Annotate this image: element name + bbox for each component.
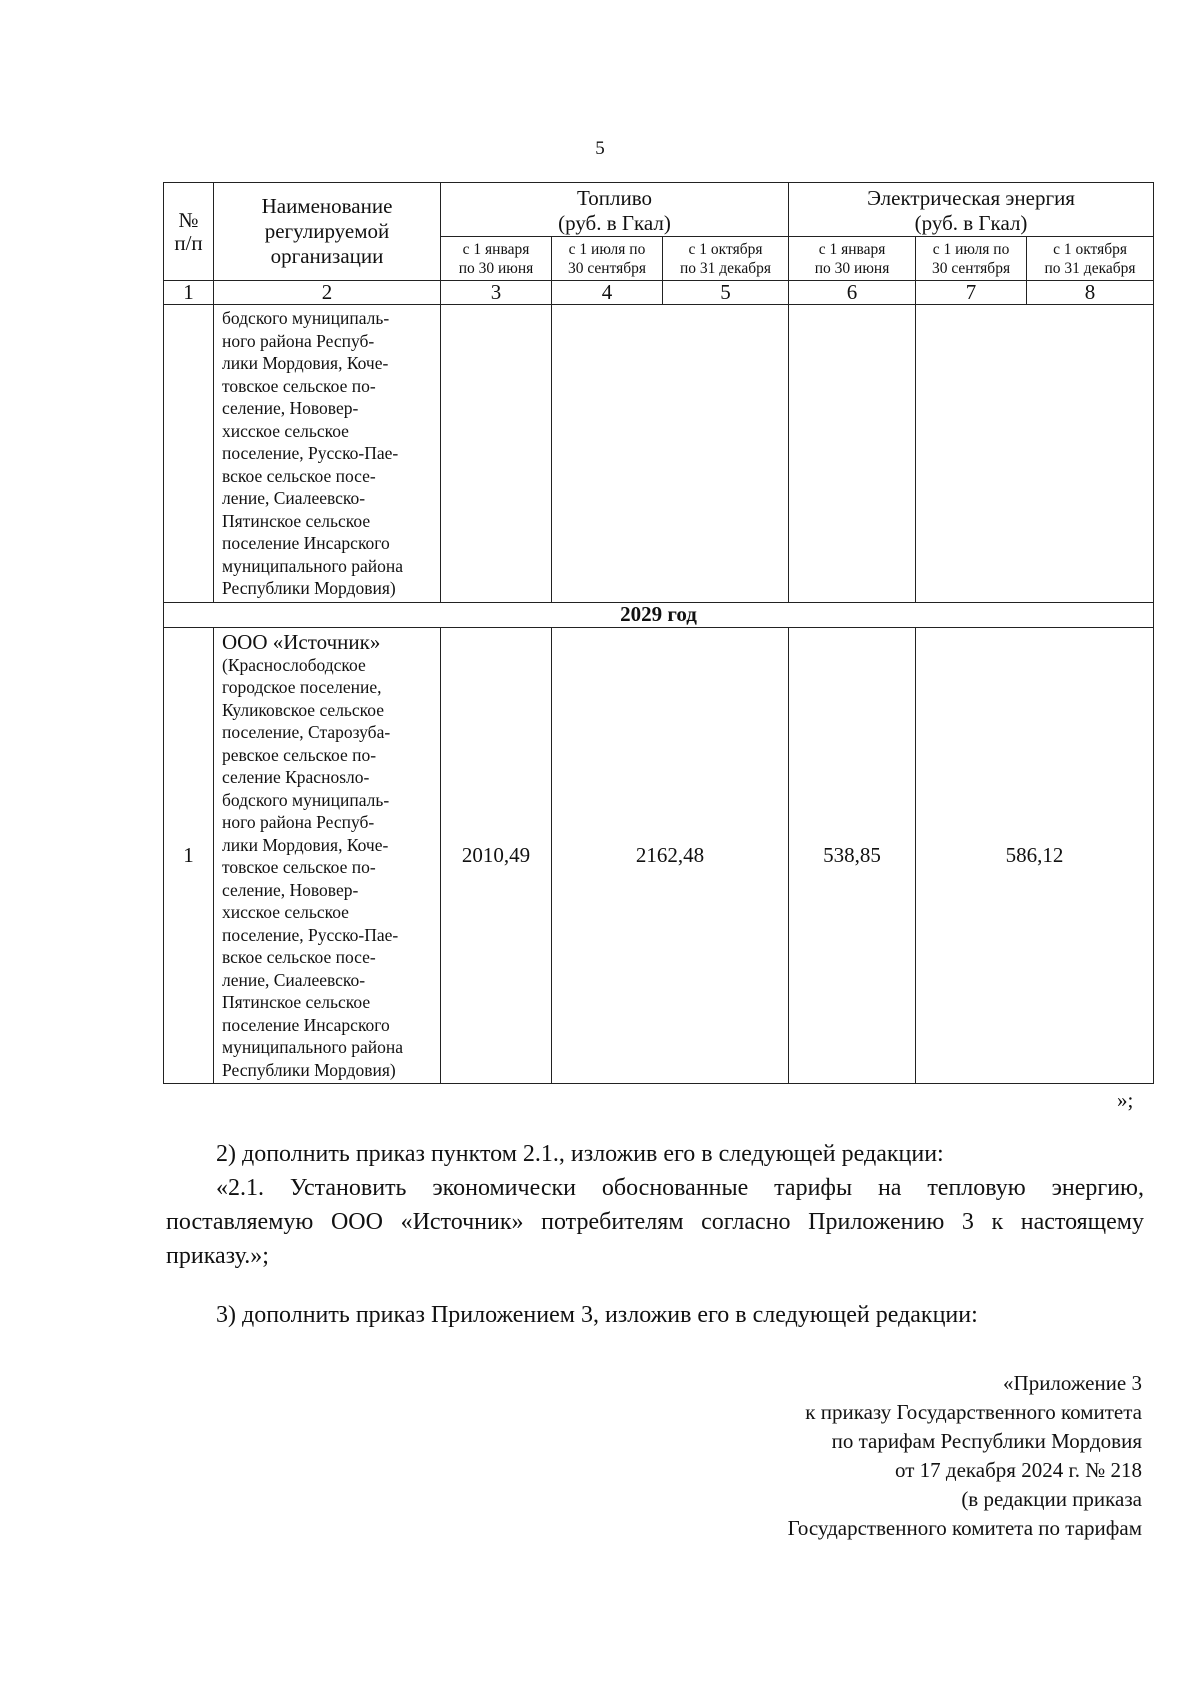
paragraph-item-2: 2) дополнить приказ пунктом 2.1., изложив его в следующей редакции: xyxy=(216,1141,944,1167)
continuation-fuel-h1 xyxy=(441,305,552,603)
header-period-fuel-2: с 1 июля по 30 сентября xyxy=(552,237,663,281)
header-num: № п/п xyxy=(164,183,214,281)
column-number: 5 xyxy=(663,281,789,305)
appendix-date-line: от 17 декабря 2024 г. № 218 xyxy=(895,1458,1142,1482)
org-detail: (Краснослободское городское поселение, Куликовское сельское поселение, Старозуба- ревское сельское по- селение Краснosло- бодского муниципаль- ного района Респуб- лики Мордовия, Коче- товское сельское по- селение, Нововер- хисское сельское поселение, Русско-Пае- вское сельское посе- ление, Сиалеевско- Пятинское сельское поселение Инсарского муниципального района Республики Мордовия) xyxy=(222,654,404,1080)
paragraph-item-2-1: «2.1. Установить экономически обоснованные тарифы на тепловую энергию, поставляемую ООО «Источник» потребителям согласно Приложению 3 к настоящему приказу.»; xyxy=(166,1175,1144,1269)
tariff-table xyxy=(163,182,1154,1084)
header-period-elec-3: с 1 октября по 31 декабря xyxy=(1027,237,1154,281)
continuation-fuel-h2 xyxy=(552,305,789,603)
header-period-elec-1: с 1 января по 30 июня xyxy=(789,237,916,281)
appendix-header xyxy=(788,1369,1142,1543)
fuel-jul-dec-value: 2162,48 xyxy=(552,627,789,1084)
continuation-elec-h2 xyxy=(916,305,1154,603)
appendix-line: Государственного комитета по тарифам xyxy=(787,1516,1142,1540)
page-number: 5 xyxy=(595,138,605,159)
continuation-elec-h1 xyxy=(789,305,916,603)
header-period-fuel-3: с 1 октября по 31 декабря xyxy=(663,237,789,281)
header-period-elec-2: с 1 июля по 30 сентября xyxy=(916,237,1027,281)
closing-quote: »; xyxy=(1117,1088,1134,1112)
column-number: 7 xyxy=(916,281,1027,305)
column-number: 2 xyxy=(214,281,441,305)
continuation-num-cell xyxy=(164,305,214,603)
org-name: ООО «Источник» xyxy=(222,629,381,654)
column-number: 6 xyxy=(789,281,916,305)
column-number: 3 xyxy=(441,281,552,305)
row-number: 1 xyxy=(164,627,214,1084)
electric-jan-jun-value: 538,85 xyxy=(789,627,916,1084)
row-org-cell xyxy=(214,627,441,1084)
header-org-name: Наименование регулируемой организации xyxy=(214,183,441,281)
appendix-line: к приказу Государственного комитета xyxy=(805,1400,1142,1424)
paragraph-item-3: 3) дополнить приказ Приложением 3, изложив его в следующей редакции: xyxy=(216,1302,978,1328)
year-row: 2029 год xyxy=(164,602,1154,627)
header-period-fuel-1: с 1 января по 30 июня xyxy=(441,237,552,281)
electric-jul-dec-value: 586,12 xyxy=(916,627,1154,1084)
appendix-line: по тарифам Республики Мордовия xyxy=(831,1429,1142,1453)
header-fuel: Топливо (руб. в Гкал) xyxy=(441,183,789,237)
column-number: 1 xyxy=(164,281,214,305)
column-number: 8 xyxy=(1027,281,1154,305)
header-electric: Электрическая энергия (руб. в Гкал) xyxy=(789,183,1154,237)
continuation-org-cell: бодского муниципаль- ного района Респуб- лики Мордовия, Коче- товское сельское по- селение, Нововер- хисское сельское поселение, Русско-Пае- вское сельское посе- ление, Сиалеевско- Пятинское сельское поселение Инсарского муниципального района Республики Мордовия) xyxy=(214,305,441,603)
appendix-line: (в редакции приказа xyxy=(961,1487,1142,1511)
column-number: 4 xyxy=(552,281,663,305)
appendix-title: «Приложение 3 xyxy=(1003,1371,1142,1395)
fuel-jan-jun-value: 2010,49 xyxy=(441,627,552,1084)
